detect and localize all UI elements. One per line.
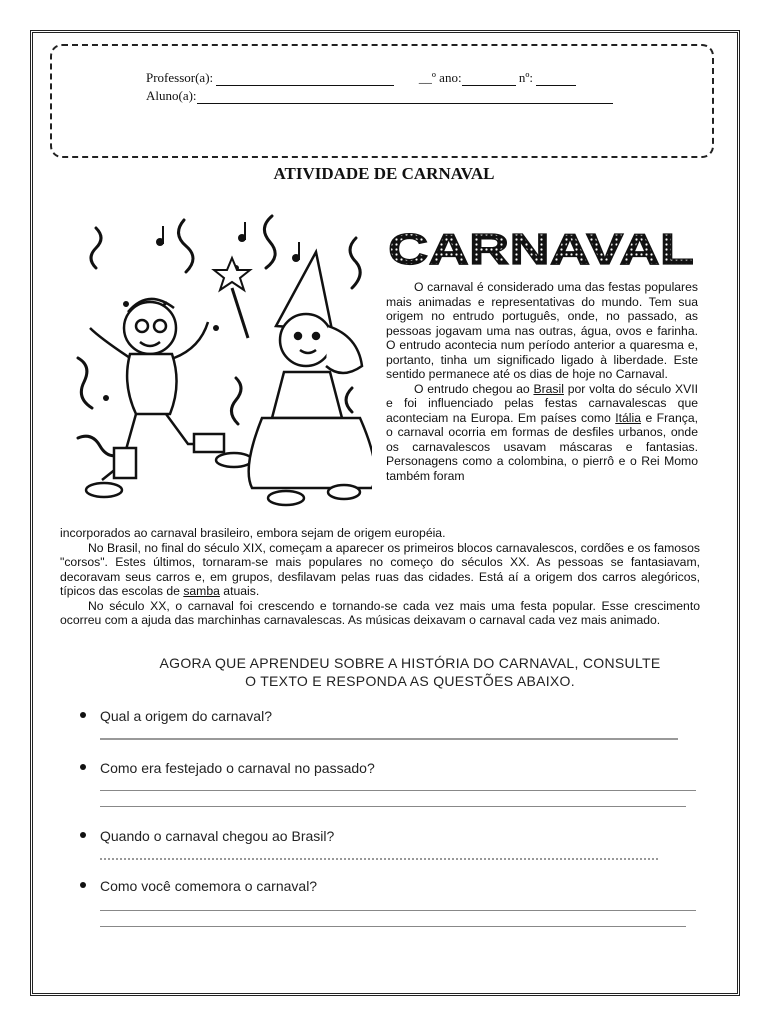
question-4 (80, 878, 317, 894)
star-wand-icon (214, 258, 250, 290)
music-note-icon (162, 226, 164, 244)
paragraph-2 (386, 382, 698, 484)
grade-label: __º ano: (418, 70, 462, 85)
streamer (264, 216, 275, 268)
girl-bodice (272, 372, 342, 418)
paragraph-3 (60, 541, 700, 599)
answer-line-2b[interactable] (100, 806, 686, 807)
teacher-label: Professor(a): (146, 70, 214, 85)
instructions-line-1: AGORA QUE APRENDEU SOBRE A HISTÓRIA DO CARNAVAL, CONSULTE (159, 655, 661, 671)
question-1 (80, 708, 272, 724)
p3-part-b: atuais. (219, 584, 260, 598)
question-4-text: Como você comemora o carnaval? (100, 878, 318, 894)
question-2 (80, 760, 375, 776)
streamer (350, 238, 360, 288)
text-column-right (386, 280, 698, 483)
answer-line-2a[interactable] (100, 790, 696, 791)
question-3-text: Quando o carnaval chegou ao Brasil? (100, 828, 335, 844)
streamer (91, 228, 101, 268)
p2-part-a: O entrudo chegou ao (414, 381, 534, 396)
teacher-line (146, 70, 576, 86)
confetti-dot (213, 325, 219, 331)
instructions (130, 654, 690, 690)
boy-shoe (216, 453, 252, 467)
paragraph-2-tail: incorporados ao carnaval brasileiro, embora sejam de origem européia. (60, 526, 446, 540)
question-2-text: Como era festejado o carnaval no passado? (100, 760, 375, 776)
paragraph-1: O carnaval é considerado uma das festas populares mais animadas e representativas do mundo. Tem sua origem no entrudo português, onde, no passado, as pessoas jogavam uma nas outras, água, ovos e farinha. O entrudo acontecia num período anterior a quaresma e, portanto, tinha um significado ligado à liberdade. Este sentido permanece até os dias de hoje no Carnaval. (386, 280, 698, 381)
link-brasil: Brasil (533, 381, 564, 396)
music-note-icon (298, 242, 300, 260)
student-label: Aluno(a): (146, 88, 197, 103)
answer-line-3[interactable] (100, 858, 658, 860)
streamer (78, 358, 92, 408)
bullet-icon (80, 764, 86, 770)
confetti-dot (103, 395, 109, 401)
question-1-text: Qual a origem do carnaval? (100, 708, 272, 724)
music-note-icon (244, 222, 246, 240)
wand-stick (232, 288, 248, 338)
carnaval-logo (384, 222, 698, 272)
instructions-line-2: O TEXTO E RESPONDA AS QUESTÕES ABAIXO. (245, 673, 575, 689)
bullet-icon (80, 832, 86, 838)
text-full-width (60, 526, 700, 628)
streamer (178, 220, 193, 272)
answer-line-4a[interactable] (100, 910, 696, 911)
girl-head (280, 314, 332, 366)
confetti-dot (123, 301, 129, 307)
boy-shoe (86, 483, 122, 497)
carnaval-logo-text: CARNAVAL (388, 225, 694, 272)
page-title: ATIVIDADE DE CARNAVAL (273, 164, 495, 183)
girl-shoe (268, 491, 304, 505)
streamer (231, 378, 241, 424)
bullet-icon (80, 712, 86, 718)
p3-part-a: No Brasil, no final do século XIX, começam a aparecer os primeiros blocos carnavalescos, cordões e os famosos "corsos". Estes últimos, tornaram-se mais populares no começo do séculos XX. As pessoas se fantasiavam, decoravam seus carros e, em grupos, desfilavam pelas ruas das cidades. Está aí a origem dos carros alegóricos, típicos das escolas de (60, 540, 700, 598)
girl-shoe (328, 485, 360, 499)
answer-line-4b[interactable] (100, 926, 686, 927)
student-blank[interactable] (197, 91, 613, 104)
boy-checkered-leg (194, 434, 224, 452)
student-line (146, 88, 613, 104)
number-blank[interactable] (536, 73, 576, 86)
boy-checkered-leg (114, 448, 136, 478)
streamer (346, 388, 352, 412)
boy-body (127, 354, 176, 414)
answer-line-1[interactable] (100, 738, 678, 740)
link-samba: samba (183, 584, 220, 598)
girl-skirt (249, 418, 372, 488)
girl-wing (326, 326, 362, 373)
question-3 (80, 828, 334, 844)
grade-blank[interactable] (462, 73, 516, 86)
link-italia: Itália (615, 410, 641, 425)
p2-part-c: e França, o carnaval ocorria em formas de desfiles urbanos, onde os carnavalescos usavam máscaras e fantasias. Personagens como a colombina, o pierrô e o Rei Momo também foram (386, 410, 698, 483)
number-label: nº: (518, 70, 533, 85)
teacher-blank[interactable] (216, 73, 394, 86)
carnival-illustration (66, 208, 372, 510)
p2-part-b: por volta do século XVII e foi influenciado pelas festas carnavalescas que aconteciam na Europa. Em países como (386, 381, 699, 425)
paragraph-4: No século XX, o carnaval foi crescendo e tornando-se cada vez mais uma festa popular. Esse crescimento ocorreu com a ajuda das marchinhas carnavalescas. As músicas deixavam o carnaval cada vez mais animado. (60, 598, 700, 627)
bullet-icon (80, 882, 86, 888)
